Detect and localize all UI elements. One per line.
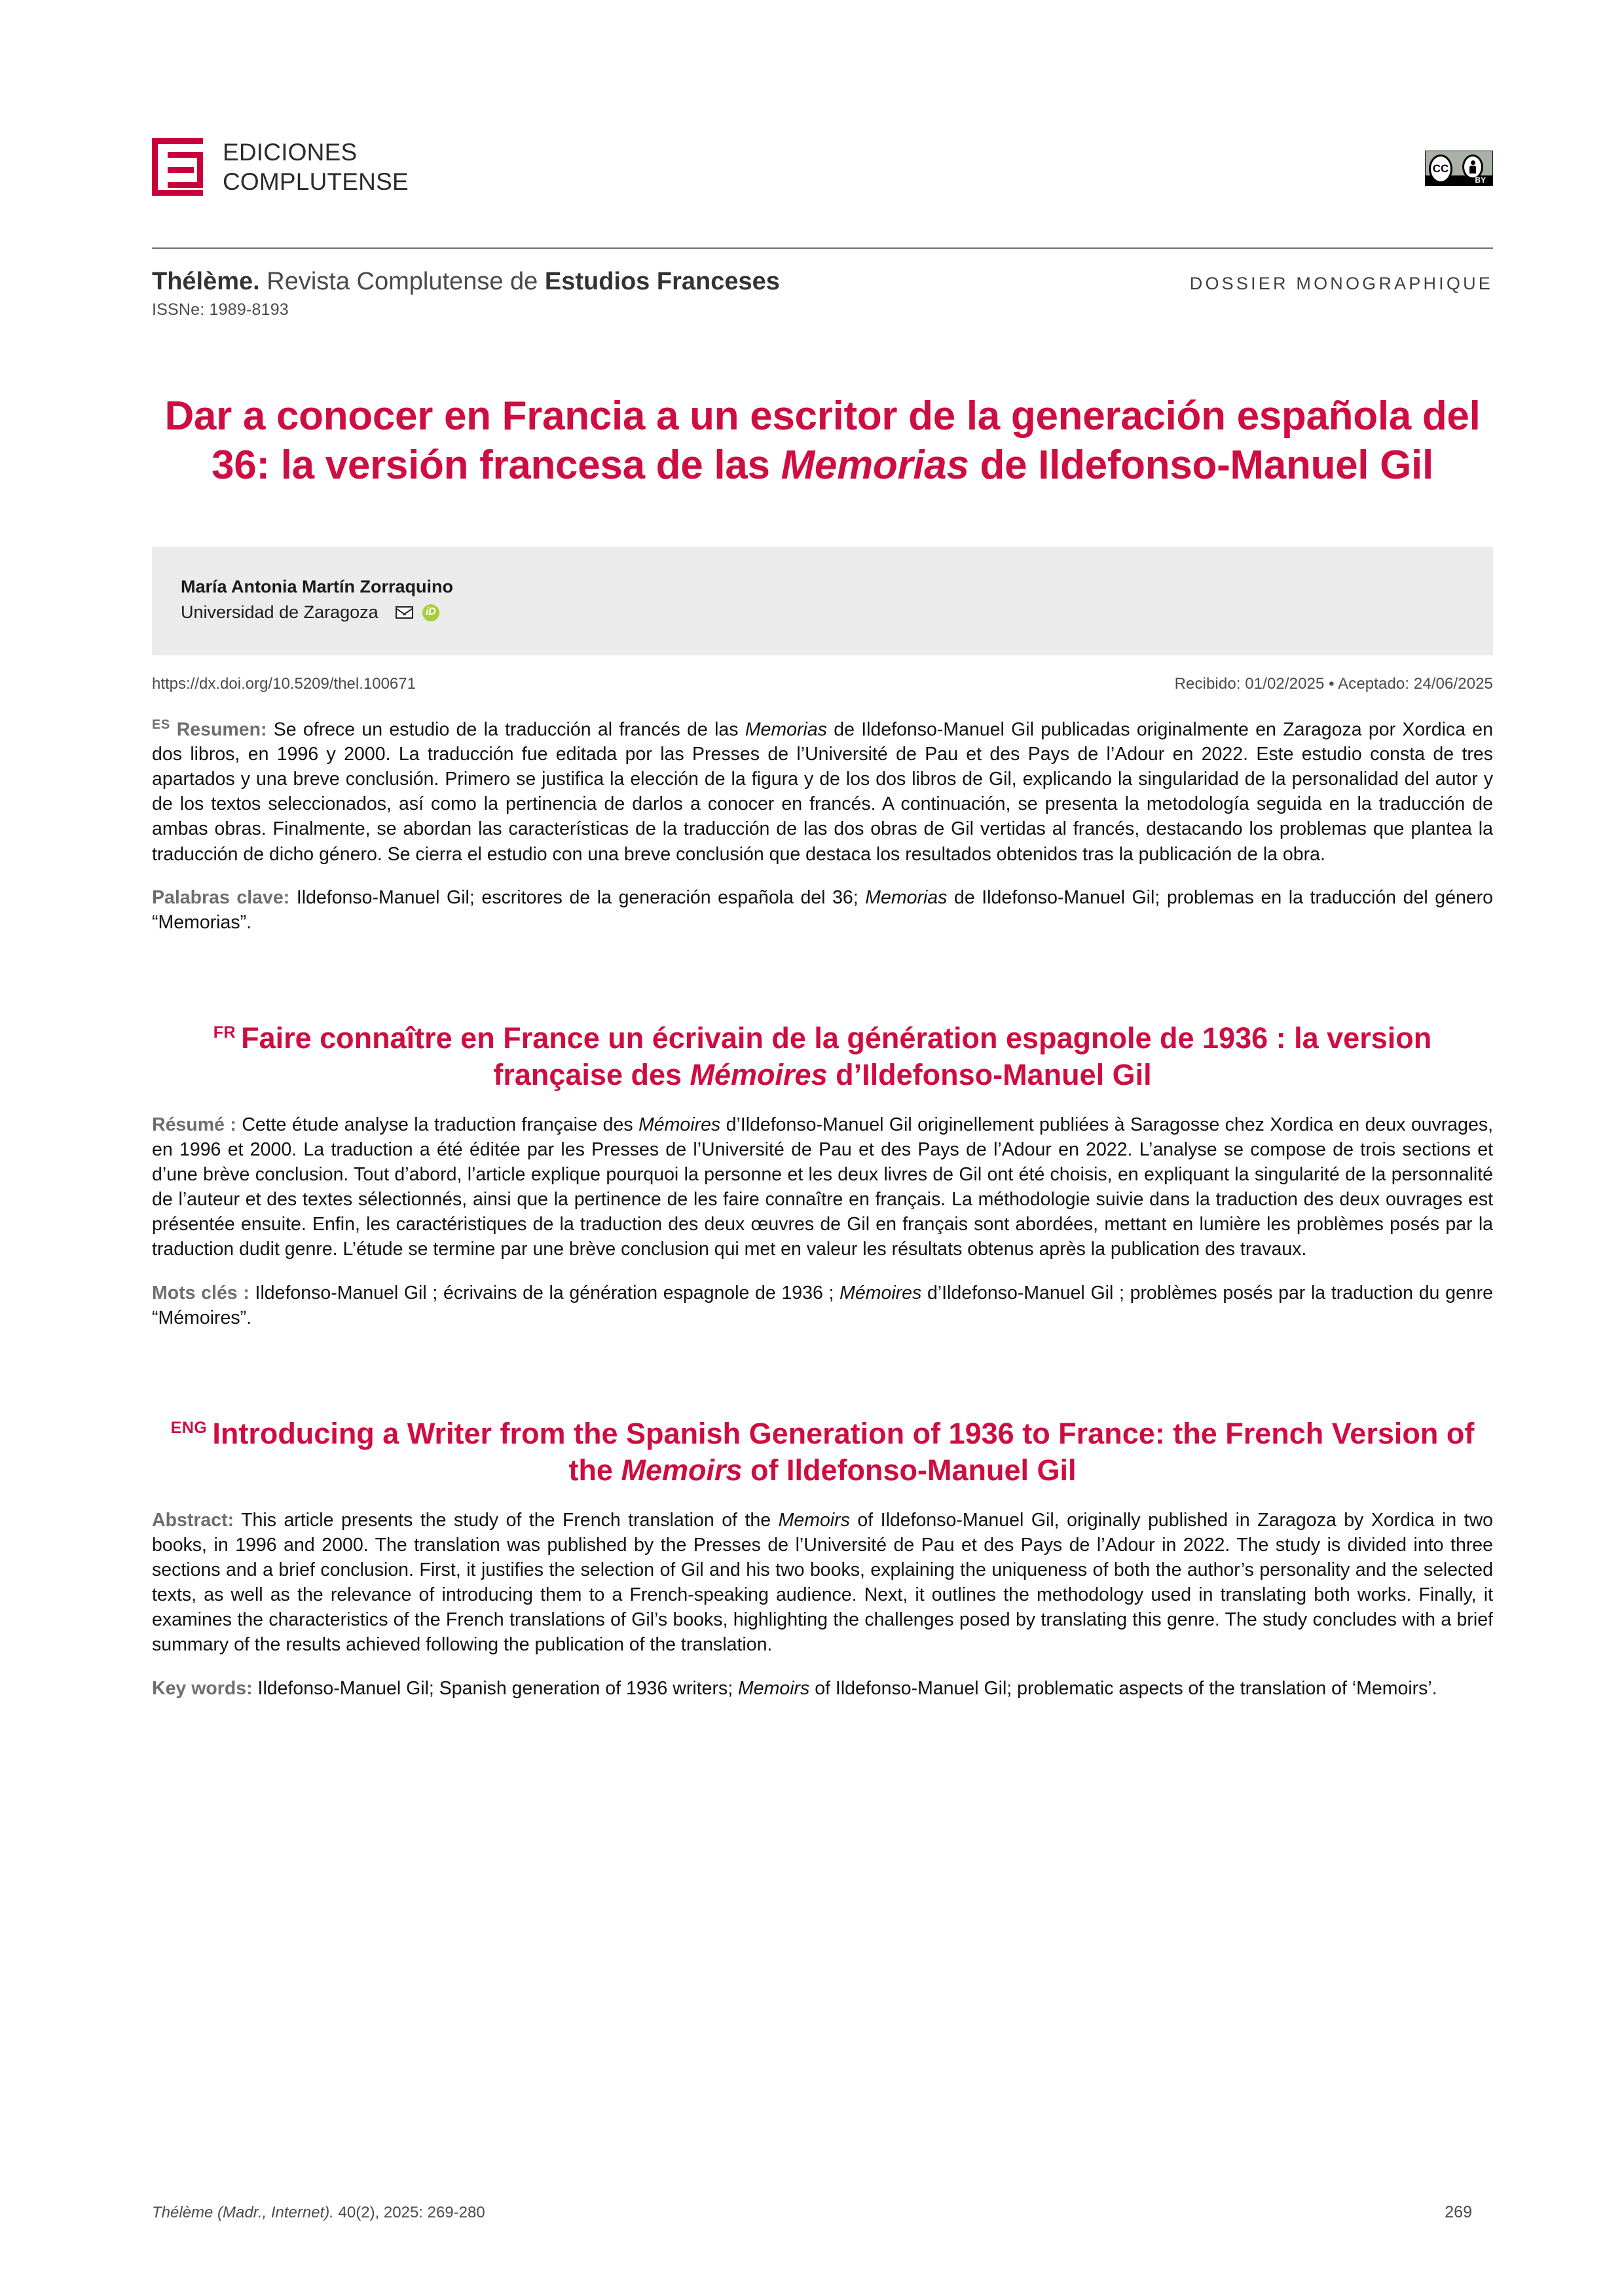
abstract-fr-text-2: d’Ildefonso-Manuel Gil originellement publiées à Saragosse chez Xordica en deux ouvrages, en 1996 et 2000. La traduction a été éditée par les Presses de l’Université de Pau et des Pays de l’Adour en 2022. L’analyse se compose de trois sections et d’une brève conclusion. Tout d’abord, l’article explique pourquoi la personne et les deux livres de Gil ont été choisis, en expliquant la singularité de la personnalité de l’auteur et des textes sélectionnés, ainsi que la pertinence de les faire connaître en français. La méthodologie suivie dans la traduction des deux ouvrages est présentée ensuite. Enfin, les caractéristiques de la traduction des deux œuvres de Gil en français sont abordées, mettant en lumière les problèmes posés par la traduction dudit genre. L’étude se termine par une brève conclusion qui met en valeur les résultats obtenus après la publication des travaux. bbox=[152, 1114, 1493, 1260]
submission-dates: Recibido: 01/02/2025 • Aceptado: 24/06/2025 bbox=[1174, 675, 1493, 693]
abstract-en bbox=[152, 1508, 1493, 1701]
page-title bbox=[152, 392, 1493, 490]
journal-title-subject: Estudios Franceses bbox=[544, 268, 780, 295]
abstract-en-title-part1: Introducing a Writer from the Spanish Generation of 1936 to France: the French Version of the bbox=[212, 1417, 1475, 1487]
page-number: 269 bbox=[1445, 2203, 1472, 2221]
section-label: DOSSIER MONOGRAPHIQUE bbox=[1189, 274, 1493, 293]
page-footer bbox=[152, 2203, 1472, 2222]
abstract-en-text-1: This article presents the study of the French translation of the bbox=[234, 1510, 779, 1531]
abstract-es-paragraph bbox=[152, 716, 1493, 867]
abstract-en-lang-tag: ENG bbox=[170, 1419, 208, 1438]
abstract-en-italic-1: Memoirs bbox=[778, 1510, 850, 1531]
abstract-es-italic-1: Memorias bbox=[745, 719, 827, 740]
abstract-es-lang-tag: ES bbox=[152, 717, 170, 732]
abstract-en-title-italic: Memoirs bbox=[621, 1453, 743, 1487]
abstract-fr-title-part1: Faire connaître en France un écrivain de la génération espagnole de 1936 : la version française des bbox=[241, 1021, 1432, 1092]
author-name: María Antonia Martín Zorraquino bbox=[181, 577, 454, 597]
publisher-name-line2: COMPLUTENSE bbox=[223, 168, 409, 196]
cc-by-label: BY bbox=[1475, 175, 1486, 185]
abstract-fr-label: Résumé : bbox=[152, 1114, 236, 1136]
page-title-part1: Dar a conocer en Francia a un escritor de la generación española del 36: la versión francesa de las bbox=[164, 393, 1481, 488]
orcid-id-icon[interactable]: iD bbox=[422, 604, 439, 621]
abstract-fr-title-italic: Mémoires bbox=[690, 1058, 828, 1092]
keywords-en-text-1: Ildefonso-Manuel Gil; Spanish generation of 1936 writers; bbox=[252, 1677, 739, 1699]
author-affiliation-row bbox=[181, 601, 1464, 624]
keywords-fr-text-2: d’Ildefonso-Manuel Gil ; problèmes posés par la traduction du genre “Mémoires”. bbox=[152, 1282, 1493, 1328]
footer-citation-rest: 40(2), 2025: 269-280 bbox=[333, 2204, 485, 2221]
footer-citation-journal: Thélème (Madr., Internet). bbox=[152, 2204, 334, 2221]
keywords-fr-label: Mots clés : bbox=[152, 1282, 249, 1303]
page-content bbox=[152, 0, 1493, 1719]
envelope-icon[interactable] bbox=[396, 606, 413, 619]
abstract-fr-paragraph bbox=[152, 1112, 1493, 1262]
keywords-es bbox=[152, 885, 1493, 935]
doi-and-dates bbox=[152, 675, 1493, 697]
abstract-en-title bbox=[152, 1415, 1493, 1489]
abstract-fr-title-part2: d’Ildefonso-Manuel Gil bbox=[827, 1058, 1152, 1092]
abstract-es-label: Resumen: bbox=[176, 719, 267, 740]
keywords-en bbox=[152, 1676, 1493, 1701]
abstract-fr-italic-1: Mémoires bbox=[638, 1114, 721, 1136]
author-affiliation: Universidad de Zaragoza bbox=[181, 602, 378, 623]
keywords-en-text-2: of Ildefonso-Manuel Gil; problematic aspects of the translation of ‘Memoirs’. bbox=[809, 1677, 1437, 1699]
journal-title-name: Thélème. bbox=[152, 268, 260, 295]
author-block bbox=[152, 547, 1493, 655]
abstract-en-label: Abstract: bbox=[152, 1510, 234, 1531]
keywords-fr bbox=[152, 1281, 1493, 1330]
masthead bbox=[152, 0, 1493, 236]
keywords-es-label: Palabras clave: bbox=[152, 887, 290, 909]
journal-title bbox=[152, 267, 780, 297]
abstract-en-text-2: of Ildefonso-Manuel Gil, originally published in Zaragoza by Xordica in two books, in 1996 and 2000. The translation was published by the Presses de l’Université de Pau et des Pays de l’Adour in 2022. The study is divided into three sections and a brief conclusion. First, it justifies the selection of Gil and his two books, explaining the uniqueness of both the author’s personality and the selected texts, as well as the relevance of introducing them to a French-speaking audience. Next, it outlines the methodology used in translating both works. Finally, it examines the characteristics of the French translations of Gil’s books, highlighting the challenges posed by translating this genre. The study concludes with a brief summary of the results achieved following the publication of the translation. bbox=[152, 1510, 1494, 1656]
keywords-fr-italic: Mémoires bbox=[840, 1282, 922, 1303]
keywords-es-italic: Memorias bbox=[865, 887, 948, 909]
page-title-part2: de Ildefonso-Manuel Gil bbox=[969, 443, 1433, 488]
publisher-brand bbox=[152, 137, 1493, 196]
abstract-es bbox=[152, 716, 1493, 935]
keywords-es-text-2: de Ildefonso-Manuel Gil; problemas en la traducción del género “Memorias”. bbox=[152, 887, 1493, 934]
journal-identity bbox=[152, 267, 780, 319]
doi-link[interactable]: https://dx.doi.org/10.5209/thel.100671 bbox=[152, 675, 416, 693]
ediciones-complutense-e-mark-icon bbox=[152, 138, 203, 196]
abstract-fr-lang-tag: FR bbox=[213, 1023, 236, 1042]
abstract-fr-text-1: Cette étude analyse la traduction française des bbox=[236, 1114, 639, 1136]
keywords-en-italic: Memoirs bbox=[738, 1677, 810, 1699]
footer-citation bbox=[152, 2204, 485, 2222]
abstract-en-title-part2: of Ildefonso-Manuel Gil bbox=[742, 1453, 1077, 1487]
abstract-fr-title bbox=[152, 1020, 1493, 1094]
keywords-es-text-1: Ildefonso-Manuel Gil; escritores de la generación española del 36; bbox=[289, 887, 866, 909]
cc-circle-icon: CC bbox=[1429, 155, 1452, 183]
cc-by-badge-icon[interactable] bbox=[1425, 151, 1493, 186]
abstract-fr bbox=[152, 1112, 1493, 1330]
journal-issn: ISSNe: 1989-8193 bbox=[152, 300, 289, 319]
keywords-en-label: Key words: bbox=[152, 1677, 253, 1699]
publisher-name bbox=[223, 137, 409, 196]
publisher-name-line1: EDICIONES bbox=[223, 139, 358, 166]
abstract-es-text-1: Se ofrece un estudio de la traducción al francés de las bbox=[267, 719, 745, 740]
abstract-en-paragraph bbox=[152, 1508, 1493, 1657]
journal-title-rest: Revista Complutense de bbox=[259, 268, 545, 295]
journal-header bbox=[152, 249, 1493, 319]
abstract-es-text-2: de Ildefonso-Manuel Gil publicadas originalmente en Zaragoza por Xordica en dos libros, en 1996 y 2000. La traducción fue editada por las Presses de l’Université de Pau et des Pays de l’Adour en 2022. Este estudio consta de tres apartados y una breve conclusión. Primero se justifica la elección de la figura y de los dos libros de Gil, explicando la singularidad de la personalidad del autor y de los textos seleccionados, así como la pertinencia de darlos a conocer en francés. A continuación, se presenta la metodología seguida en la traducción de ambas obras. Finalmente, se abordan las características de la traducción de las dos obras de Gil vertidas al francés, destacando los problemas que plantea la traducción de dicho género. Se cierra el estudio con una breve conclusión que destaca los resultados obtenidos tras la publicación de la obra. bbox=[152, 719, 1493, 865]
page-title-italic: Memorias bbox=[781, 443, 969, 488]
keywords-fr-text-1: Ildefonso-Manuel Gil ; écrivains de la génération espagnole de 1936 ; bbox=[249, 1282, 840, 1303]
